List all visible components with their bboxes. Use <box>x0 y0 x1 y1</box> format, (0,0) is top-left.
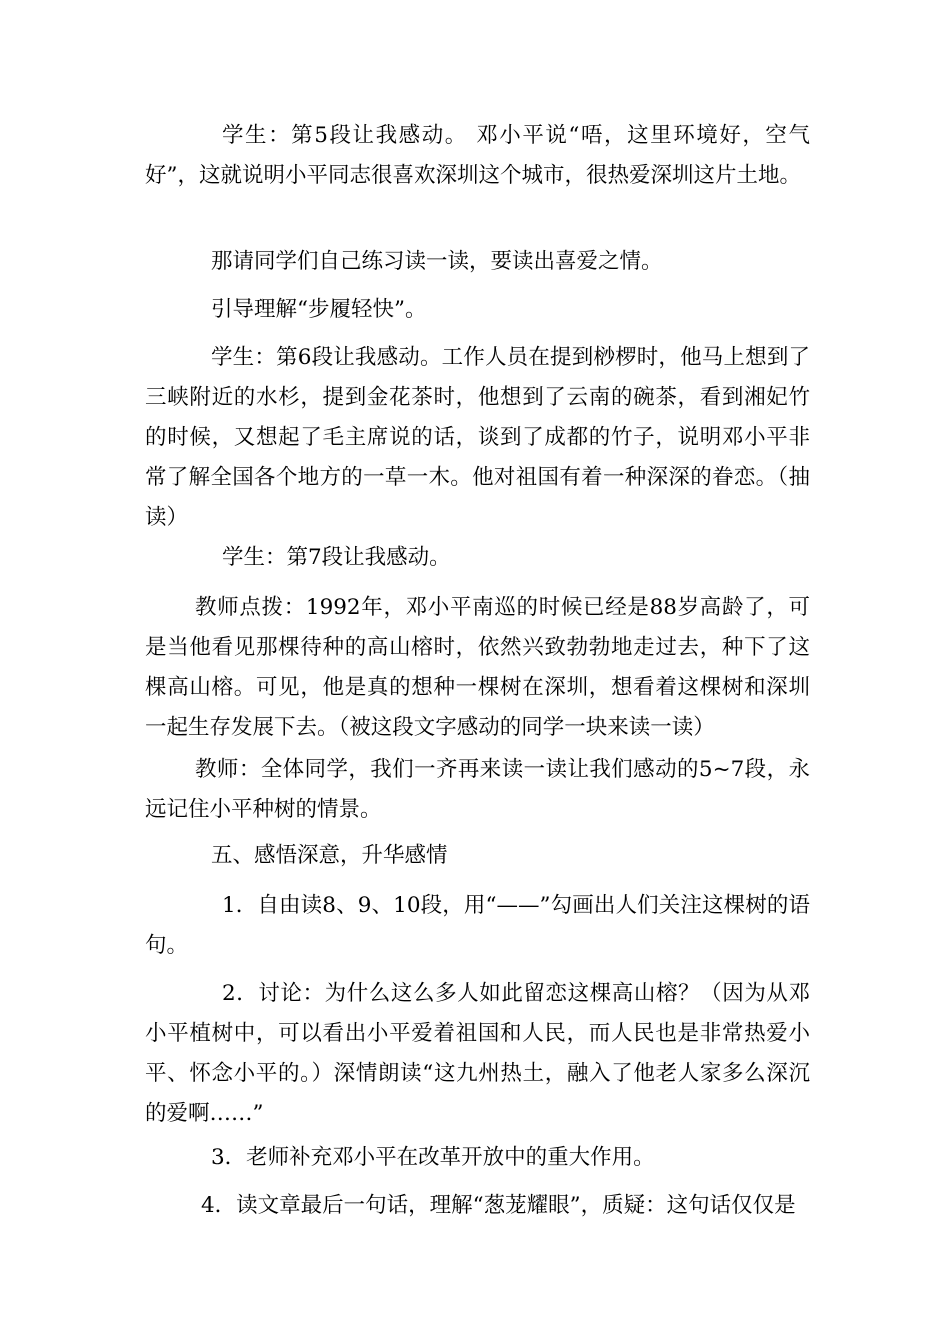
paragraph-practice-reading: 那请同学们自己练习读一读，要读出喜爱之情。 <box>211 249 663 274</box>
list-item-4: 4．读文章最后一句话，理解“葱茏耀眼”，质疑：这句话仅仅是 <box>201 1193 796 1218</box>
list-item-1: 1．自由读8、9、10段，用“——”勾画出人们关注这棵树的语句。 <box>145 893 810 958</box>
paragraph-student-section7: 学生：第7段让我感动。 <box>222 545 451 570</box>
list-item-3: 3．老师补充邓小平在改革开放中的重大作用。 <box>211 1145 655 1170</box>
list-item-2: 2．讨论：为什么这么多人如此留恋这棵高山榕？（因为从邓小平植树中，可以看出小平爱着祖国和人民，而人民也是非常热爱小平、怀念小平的。）深情朗读“这九州热土，融入了他老人家多么深沉的爱啊……” <box>145 981 810 1126</box>
paragraph-student-section5: 学生：第5段让我感动。 邓小平说“唔，这里环境好，空气好”，这就说明小平同志很喜欢深圳这个城市，很热爱深圳这片土地。 <box>145 123 810 188</box>
paragraph-student-section6: 学生：第6段让我感动。工作人员在提到桫椤时，他马上想到了三峡附近的水杉，提到金花茶时，他想到了云南的碗茶，看到湘妃竹的时候，又想起了毛主席说的话，谈到了成都的竹子，说明邓小平非常了解全国各个地方的一草一木。他对祖国有着一种深深的眷恋。（抽读） <box>145 345 810 530</box>
section-heading-five: 五、感悟深意，升华感情 <box>211 843 448 868</box>
paragraph-teacher-guidance: 教师点拨：1992年，邓小平南巡的时候已经是88岁高龄了，可是当他看见那棵待种的高山榕时，依然兴致勃勃地走过去，种下了这棵高山榕。可见，他是真的想种一棵树在深圳，想看着这棵树和深圳一起生存发展下去。（被这段文字感动的同学一块来读一读） <box>145 595 810 740</box>
paragraph-guide-understanding: 引导理解“步履轻快”。 <box>211 297 427 322</box>
paragraph-teacher-all-read: 教师：全体同学，我们一齐再来读一读让我们感动的5~7段，永远记住小平种树的情景。 <box>145 757 810 822</box>
